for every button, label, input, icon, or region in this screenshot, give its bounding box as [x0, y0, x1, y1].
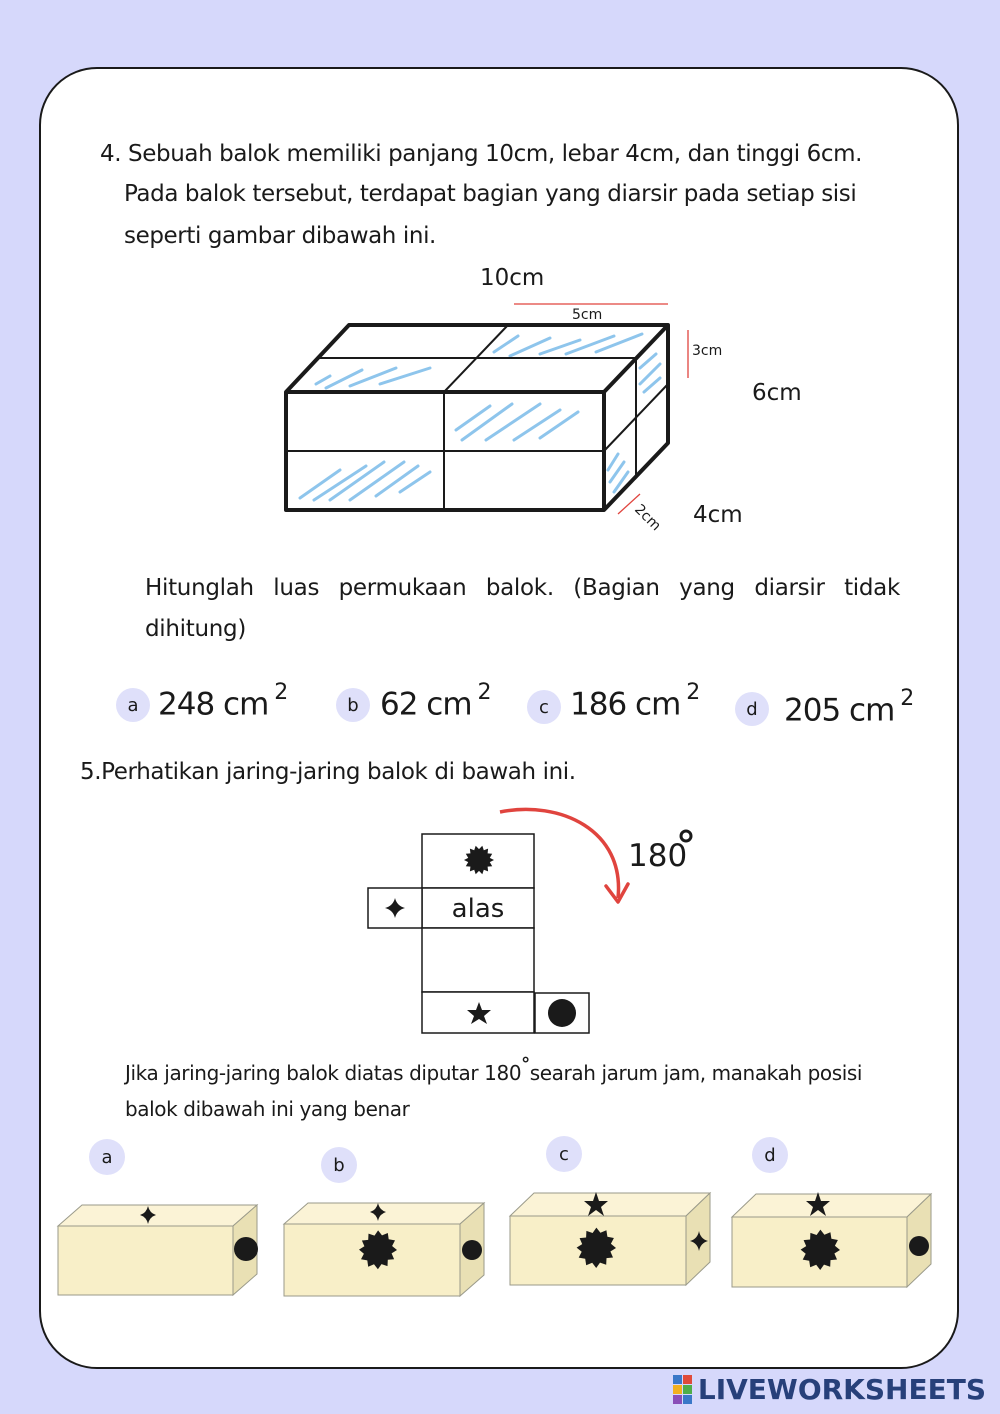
q5-option-b-badge[interactable]: b	[321, 1147, 357, 1183]
q5-title: 5.Perhatikan jaring-jaring balok di bawah ini.	[80, 759, 576, 785]
q4-option-d-value[interactable]: 205 cm $^2$	[784, 686, 914, 729]
liveworksheets-logo-icon	[673, 1375, 692, 1404]
sub-height-label: 3cm	[692, 343, 723, 359]
liveworksheets-logo[interactable]	[673, 1373, 986, 1406]
q4-line-3: seperti gambar dibawah ini.	[124, 223, 436, 249]
q4-line-2: Pada balok tersebut, terdapat bagian yang diarsir pada setiap sisi	[124, 181, 857, 207]
q4-option-a-value[interactable]: 248 cm $^2$	[158, 680, 288, 723]
q5-option-a-badge[interactable]: a	[89, 1139, 125, 1175]
circle-icon	[548, 999, 576, 1027]
circle-icon	[909, 1236, 929, 1256]
q5-answer-boxes	[50, 1185, 940, 1305]
q5-option-b-box[interactable]	[284, 1203, 484, 1296]
cuboid-diagram	[260, 255, 820, 545]
q5-option-a-box[interactable]	[58, 1205, 258, 1295]
q4-option-b-badge[interactable]: b	[336, 688, 370, 722]
sub-length-label: 5cm	[572, 307, 603, 323]
measure-lines	[514, 304, 688, 514]
cuboid-net-diagram	[360, 800, 710, 1040]
q4-line-1: 4. Sebuah balok memiliki panjang 10cm, lebar 4cm, dan tinggi 6cm.	[100, 141, 863, 167]
width-label: 4cm	[693, 502, 743, 528]
net-base-label: alas	[451, 894, 505, 924]
q4-option-a-badge[interactable]: a	[116, 688, 150, 722]
q5-instruction-line-1: Jika jaring-jaring balok diatas diputar 180°searah jarum jam, manakah posisi	[125, 1054, 863, 1085]
q5-option-c-box[interactable]	[510, 1192, 710, 1285]
q4-option-b-value[interactable]: 62 cm $^2$	[380, 680, 491, 723]
sub-width-label: 2cm	[631, 501, 664, 535]
q4-option-c-badge[interactable]: c	[527, 690, 561, 724]
q5-option-d-badge[interactable]: d	[752, 1137, 788, 1173]
q4-option-c-value[interactable]: 186 cm $^2$	[570, 680, 700, 723]
q5-option-d-box[interactable]	[732, 1192, 931, 1287]
circle-icon	[234, 1237, 258, 1261]
degree-symbol	[681, 831, 691, 841]
length-label: 10cm	[480, 265, 545, 291]
q4-instruction: Hitunglah luas permukaan balok. (Bagian yang diarsir tidak dihitung)	[145, 575, 900, 642]
circle-icon	[462, 1240, 482, 1260]
q5-instruction-line-2: balok dibawah ini yang benar	[125, 1097, 410, 1121]
rotation-label: 180	[628, 838, 688, 874]
q5-option-c-badge[interactable]: c	[546, 1136, 582, 1172]
height-label: 6cm	[752, 380, 802, 406]
degree-symbol-inline: °	[521, 1054, 530, 1075]
q4-option-d-badge[interactable]: d	[735, 692, 769, 726]
brand-name: LIVEWORKSHEETS	[697, 1373, 986, 1406]
